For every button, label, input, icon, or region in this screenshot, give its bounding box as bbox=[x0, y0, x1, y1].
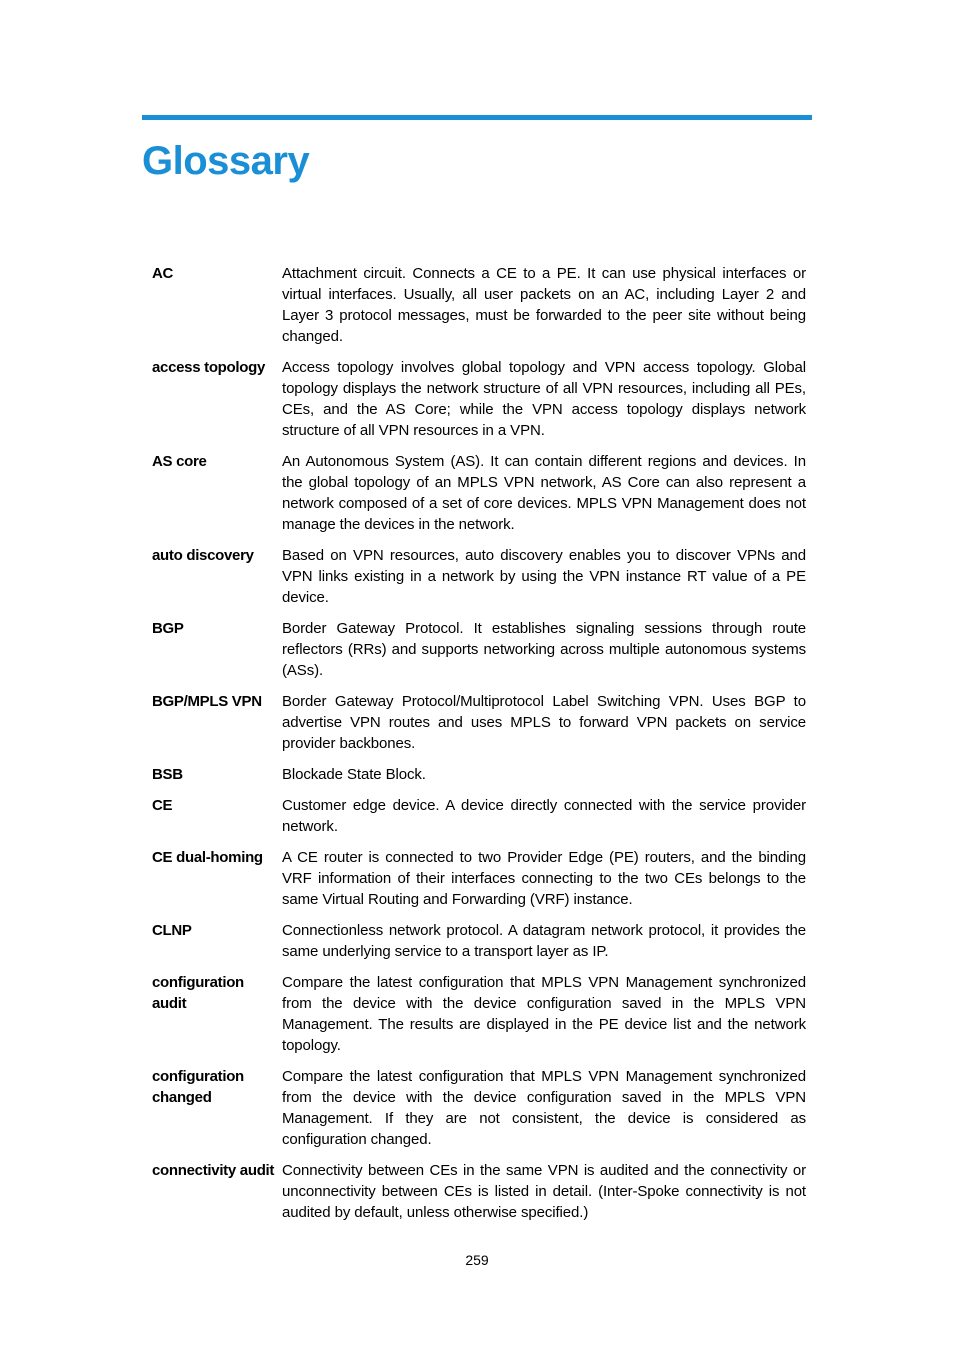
glossary-term: CE bbox=[152, 797, 173, 814]
glossary-definition: An Autonomous System (AS). It can contain different regions and devices. In the global topology of an MPLS VPN network, AS Core can also represent a network composed of a set of core devices. MPLS VPN Management does not manage the devices in the network. bbox=[282, 453, 806, 533]
glossary-definition: Blockade State Block. bbox=[282, 766, 426, 783]
glossary-entry bbox=[152, 764, 806, 785]
glossary-definition: Customer edge device. A device directly connected with the service provider network. bbox=[282, 797, 806, 835]
glossary-definition: Border Gateway Protocol/Multiprotocol Label Switching VPN. Uses BGP to advertise VPN routes and uses MPLS to forward VPN packets on service provider backbones. bbox=[282, 693, 806, 752]
glossary-entry bbox=[152, 972, 806, 1056]
glossary-definition: Access topology involves global topology and VPN access topology. Global topology displays the network structure of all VPN resources, including all PEs, CEs, and the AS Core; while the VPN access topology displays network structure of all VPN resources in a VPN. bbox=[282, 359, 806, 439]
glossary-definition: Compare the latest configuration that MPLS VPN Management synchronized from the device with the device configuration saved in the MPLS VPN Management. If they are not consistent, the device is considered as configuration changed. bbox=[282, 1068, 806, 1148]
glossary-term: BGP bbox=[152, 620, 184, 637]
glossary-entry bbox=[152, 920, 806, 962]
glossary-term: CLNP bbox=[152, 922, 192, 939]
glossary-term: AC bbox=[152, 265, 174, 282]
glossary-term: AS core bbox=[152, 453, 207, 470]
glossary-entry bbox=[152, 795, 806, 837]
glossary-entry bbox=[152, 1160, 806, 1223]
title-rule bbox=[142, 115, 812, 120]
glossary-term: CE dual-homing bbox=[152, 849, 263, 866]
glossary-definition: Based on VPN resources, auto discovery enables you to discover VPNs and VPN links existing in a network by using the VPN instance RT value of a PE device. bbox=[282, 547, 806, 606]
glossary-term: BGP/MPLS VPN bbox=[152, 693, 262, 710]
glossary-term: auto discovery bbox=[152, 547, 254, 564]
glossary-entry bbox=[152, 263, 806, 347]
glossary-entry bbox=[152, 847, 806, 910]
glossary-entry bbox=[152, 545, 806, 608]
glossary-list bbox=[152, 263, 806, 1233]
glossary-term: BSB bbox=[152, 766, 183, 783]
glossary-definition: Compare the latest configuration that MPLS VPN Management synchronized from the device with the device configuration saved in the MPLS VPN Management. The results are displayed in the PE device list and the network topology. bbox=[282, 974, 806, 1054]
glossary-term: configuration audit bbox=[152, 974, 244, 1012]
glossary-definition: A CE router is connected to two Provider Edge (PE) routers, and the binding VRF information of their interfaces connecting to the two CEs belongs to the same Virtual Routing and Forwarding (VRF) instance. bbox=[282, 849, 806, 908]
glossary-definition: Border Gateway Protocol. It establishes signaling sessions through route reflectors (RRs) and supports networking across multiple autonomous systems (ASs). bbox=[282, 620, 806, 679]
glossary-entry bbox=[152, 691, 806, 754]
glossary-definition: Connectivity between CEs in the same VPN is audited and the connectivity or unconnectivity between CEs is listed in detail. (Inter-Spoke connectivity is not audited by default, unless otherwise specified.) bbox=[282, 1162, 806, 1221]
page-title: Glossary bbox=[142, 139, 310, 183]
glossary-definition: Attachment circuit. Connects a CE to a PE. It can use physical interfaces or virtual interfaces. Usually, all user packets on an AC, including Layer 2 and Layer 3 protocol messages, must be forwarded to the peer site without being changed. bbox=[282, 265, 806, 345]
glossary-term: configuration changed bbox=[152, 1068, 244, 1106]
glossary-term: access topology bbox=[152, 359, 266, 376]
glossary-entry bbox=[152, 1066, 806, 1150]
glossary-term: connectivity audit bbox=[152, 1162, 275, 1179]
page-number: 259 bbox=[465, 1252, 489, 1268]
glossary-entry bbox=[152, 357, 806, 441]
glossary-entry bbox=[152, 451, 806, 535]
glossary-entry bbox=[152, 618, 806, 681]
glossary-definition: Connectionless network protocol. A datagram network protocol, it provides the same underlying service to a transport layer as IP. bbox=[282, 922, 806, 960]
